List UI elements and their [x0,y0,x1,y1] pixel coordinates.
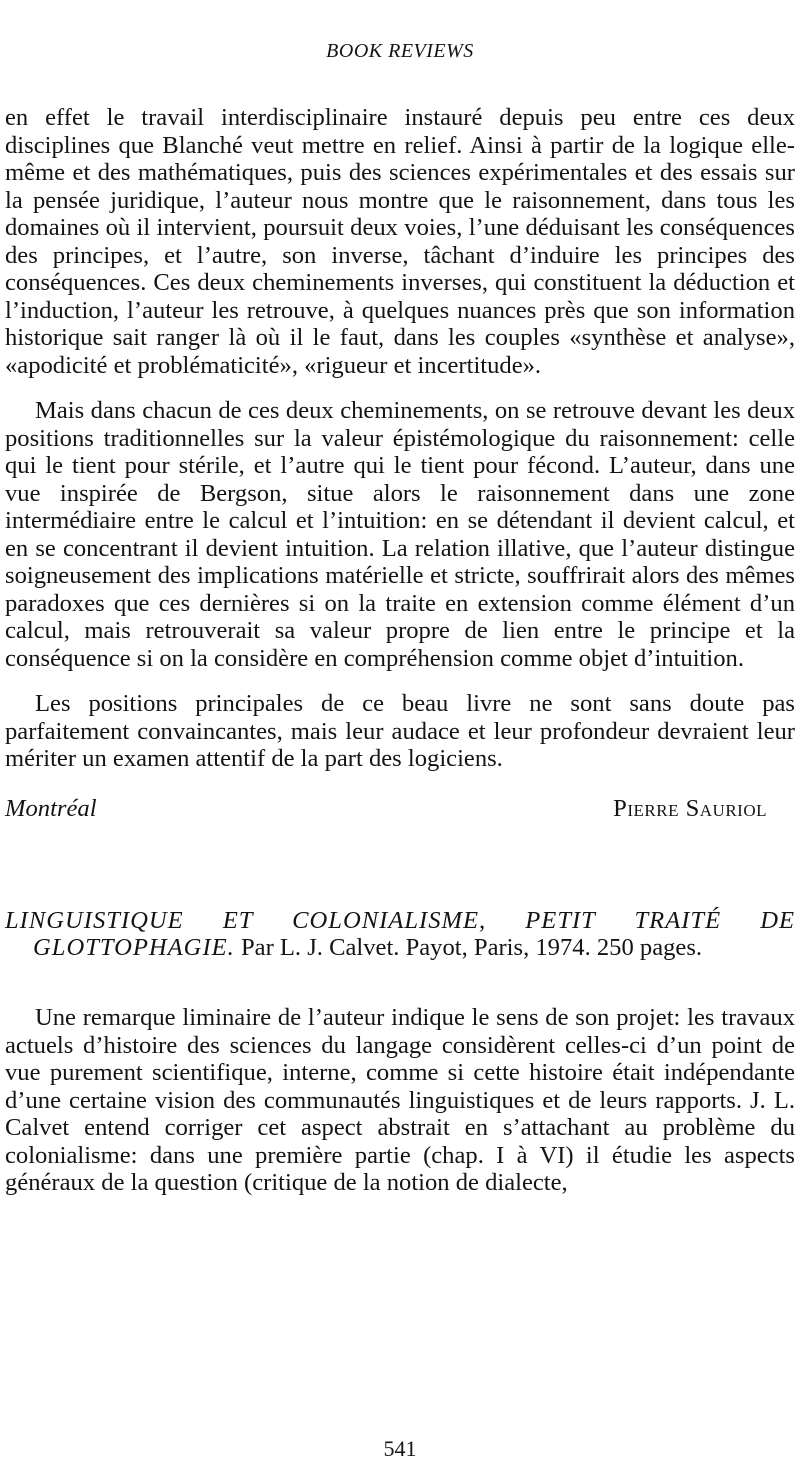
paragraph-gap [5,379,795,397]
review-book-details: Par L. J. Calvet. Payot, Paris, 1974. 250 pages. [240,934,703,961]
paragraph-gap [5,773,795,791]
signature-place: Montréal [5,794,97,822]
review-book-title: LINGUISTIQUE ET COLONIALISME, PETIT TRAITÉ DE GLOTTOPHAGIE. [5,906,795,961]
page-number: 541 [383,1436,417,1461]
paragraph-conclusion: Les positions principales de ce beau livre ne sont sans doute pas parfaitement convaincantes, mais leur audace et leur profondeur devraient leur mériter un examen attentif de la part des logiciens. [5,690,795,772]
signature-author: Pierre Sauriol [613,794,767,822]
paragraph-reasoning: Mais dans chacun de ces deux cheminements, on se retrouve devant les deux positions traditionnelles sur la valeur épistémologique du raisonnement: celle qui le tient pour stérile, et l’autre qui le tient pour fécond. L’auteur, dans une vue inspirée de Bergson, situe alors le raisonnement dans une zone intermédiaire entre le calcul et l’intuition: en se détendant il devient calcul, et en se concentrant il devient intuition. La relation illative, que l’auteur distingue soigneusement des implications matérielle et stricte, souffrirait alors des mêmes paradoxes que ces dernières si on la traite en extension comme élément d’un calcul, mais retrouverait sa valeur propre de lien entre le principe et la conséquence si on la considère en compréhension comme objet d’intuition. [5,397,795,672]
review-signature [5,795,795,835]
review-heading [5,907,795,962]
paragraph-gap [5,672,795,690]
paragraph-review-intro: Une remarque liminaire de l’auteur indique le sens de son projet: les travaux actuels d’histoire des sciences du langage considèrent celles-ci d’un point de vue purement scientifique, interne, comme si cette histoire était indépendante d’une certaine vision des communautés linguistiques et de leurs rapports. J. L. Calvet entend corriger cet aspect abstrait en s’attachant au problème du colonialisme: dans une première partie (chap. I à VI) il étudie les aspects généraux de la question (critique de la notion de dialecte, [5,1004,795,1197]
body-text [5,104,795,1197]
paragraph-continuation: en effet le travail interdisciplinaire instauré depuis peu entre ces deux disciplines que Blanché veut mettre en relief. Ainsi à partir de la logique elle-même et des mathématiques, puis des sciences expérimentales et des essais sur la pensée juridique, l’auteur nous montre que le raisonnement, dans tous les domaines où il intervient, poursuit deux voies, l’une déduisant les conséquences des principes, et l’autre, son inverse, tâchant d’induire les principes des conséquences. Ces deux cheminements inverses, qui constituent la déduction et l’induction, l’auteur les retrouve, à quelques nuances près que son information historique sait ranger là où il le faut, dans les couples «synthèse et analyse», «apodicité et problématicité», «rigueur et incertitude». [5,104,795,379]
paragraph-gap [5,986,795,1004]
running-head: BOOK REVIEWS [326,40,474,62]
